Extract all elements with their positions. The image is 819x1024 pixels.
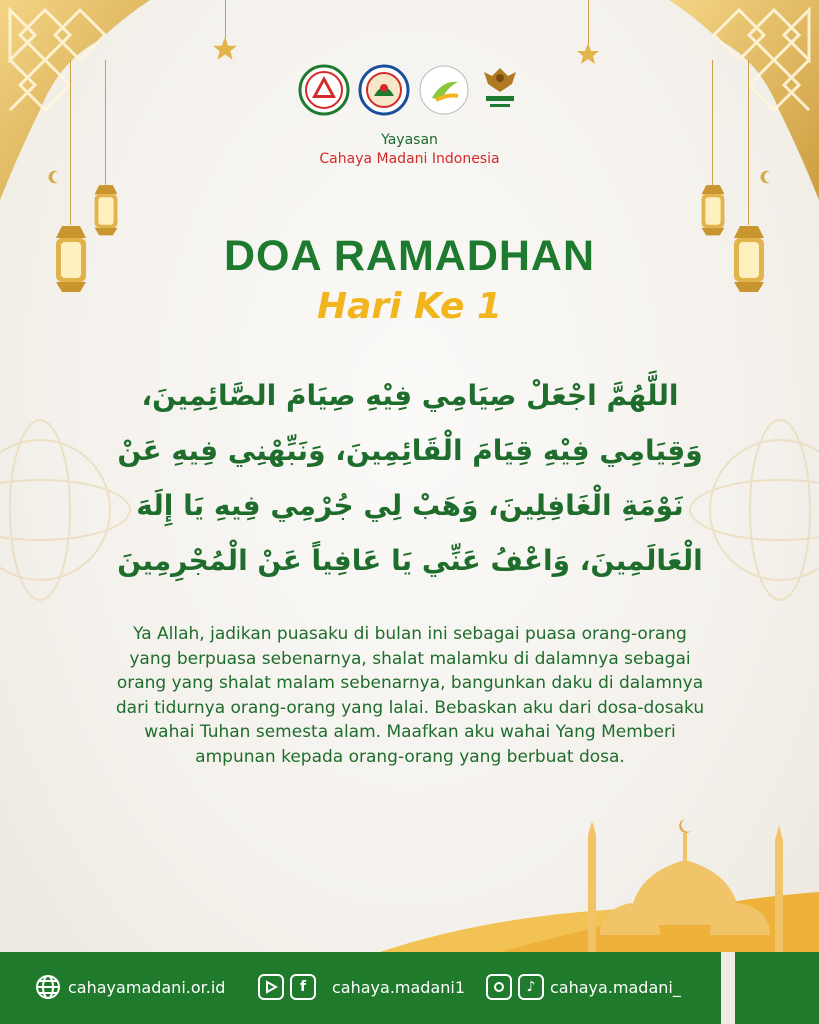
instagram-icon xyxy=(486,974,512,1000)
arabic-line: اللَّهُمَّ اجْعَلْ صِيَامِي فِيْهِ صِيَامَ الصَّائِمِينَ، xyxy=(141,379,679,412)
website-text: cahayamadani.or.id xyxy=(68,977,226,997)
mosque-silhouette xyxy=(560,815,819,965)
arabic-line: الْعَالَمِينَ، وَاعْفُ عَنِّي يَا عَافِياً عَنْ الْمُجْرِمِينَ xyxy=(117,544,703,577)
footer-tab xyxy=(735,952,819,1024)
cahaya-madani-logo xyxy=(298,64,350,116)
crescent-icon xyxy=(48,170,62,184)
star-icon xyxy=(576,42,600,66)
star-string xyxy=(588,0,589,44)
star-icon xyxy=(212,36,238,62)
page-title: DOA RAMADHAN xyxy=(223,232,596,280)
tiktok-icon: ♪ xyxy=(518,974,544,1000)
partner-logos xyxy=(300,62,520,118)
prayer-translation: Ya Allah, jadikan puasaku di bulan ini sebagai puasa orang-orang yang berpuasa sebenarnya, shalat malamku di dalamnya sebagai orang yang shalat malam sebenarnya, bangunkan daku di dalamnya dari tidurnya orang-orang yang lalai. Bebaskan aku dari dosa-dosaku wahai Tuhan semesta alam. Maafkan aku wahai Yang Memberi ampunan kepada orang-orang yang berbuat dosa. xyxy=(115,624,705,767)
arabic-line: نَوْمَةِ الْغَافِلِينَ، وَهَبْ لِي جُرْمِي فِيهِ يَا إِلَهَ xyxy=(136,489,684,522)
partner-logo xyxy=(358,64,410,116)
youtube-facebook-link[interactable] xyxy=(258,972,465,1002)
baznas-logo xyxy=(478,64,522,116)
crescent-icon xyxy=(760,170,774,184)
footer-divider xyxy=(721,952,735,1024)
instagram-tiktok-handle: cahaya.madani_ xyxy=(550,977,681,997)
arabic-prayer xyxy=(100,368,720,588)
instagram-tiktok-link[interactable] xyxy=(486,972,681,1002)
youtube-icon xyxy=(258,974,284,1000)
page-subtitle: Hari Ke 1 xyxy=(317,286,502,327)
org-prefix: Yayasan xyxy=(381,132,438,148)
website-link[interactable] xyxy=(34,972,225,1002)
star-string xyxy=(225,0,226,38)
corner-ornament-left xyxy=(0,0,160,200)
youtube-facebook-handle: cahaya.madani1 xyxy=(332,977,466,997)
globe-icon xyxy=(34,973,62,1001)
corner-ornament-right xyxy=(659,0,819,200)
lks-logo xyxy=(418,64,470,116)
org-name: Cahaya Madani Indonesia xyxy=(319,151,500,167)
arabic-line: وَقِيَامِي فِيْهِ قِيَامَ الْقَائِمِينَ، وَنَبِّهْنِي فِيهِ عَنْ xyxy=(117,434,703,467)
facebook-icon: f xyxy=(290,974,316,1000)
